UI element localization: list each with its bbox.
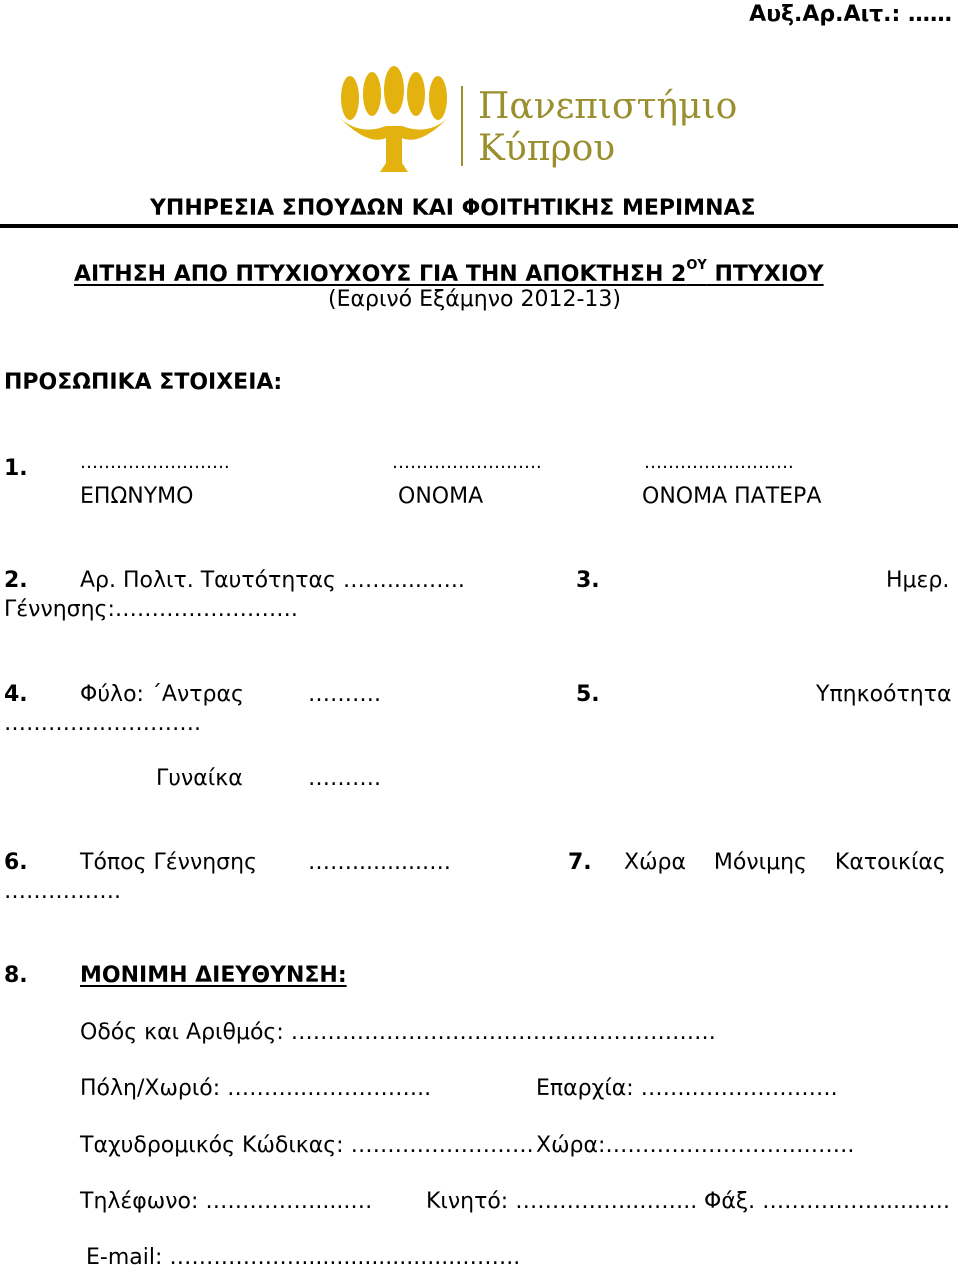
cypress-tree-icon xyxy=(328,68,738,172)
phone-field[interactable]: Τηλέφωνο: …………….....… xyxy=(80,1189,373,1214)
divider xyxy=(0,224,958,228)
field-1-number: 1. xyxy=(4,456,28,481)
gender-male-input[interactable]: ………. xyxy=(308,682,381,707)
citizenship-label: Υπηκοότητα xyxy=(816,682,952,707)
mobile-field[interactable]: Κινητό: ……………..…….. xyxy=(426,1189,698,1214)
birth-date-field[interactable]: Γέννησης:……………………. xyxy=(4,597,298,622)
surname-label: ΕΠΩΝΥΜΟ xyxy=(80,484,194,509)
gender-male-label: Φύλο: ΄Αντρας xyxy=(80,682,244,707)
field-5-number: 5. xyxy=(576,682,600,707)
gender-female-input[interactable]: ………. xyxy=(308,766,381,791)
birth-place-input[interactable]: ……..........…. xyxy=(308,850,451,875)
district-field[interactable]: Επαρχία: ……..………………. xyxy=(536,1076,838,1101)
field-2-number: 2. xyxy=(4,568,28,593)
birth-date-label: Ημερ. xyxy=(886,568,950,593)
reference-number: Αυξ.Αρ.Αιτ.: …… xyxy=(749,2,952,27)
city-field[interactable]: Πόλη/Χωριό: ………..…………….. xyxy=(80,1076,432,1101)
field-7-number: 7. xyxy=(568,850,592,875)
permanent-address-title: ΜΟΝΙΜΗ ΔΙΕΥΘΥΝΣΗ: xyxy=(80,963,347,988)
form-title-sup: ΟΥ xyxy=(686,258,707,273)
street-field[interactable]: Οδός και Αριθμός: …………………………………………………. xyxy=(80,1020,716,1045)
form-title-text: ΑΙΤΗΣΗ ΑΠΟ ΠΤΥΧΙΟΥΧΟΥΣ ΓΙΑ ΤΗΝ ΑΠΟΚΤΗΣΗ 2 xyxy=(74,262,687,287)
gender-female-label: Γυναίκα xyxy=(156,766,243,791)
name-label: ΟΝΟΜΑ xyxy=(398,484,484,509)
id-number-field[interactable]: Αρ. Πολιτ. Ταυτότητας ……......….. xyxy=(80,568,465,593)
semester: (Εαρινό Εξάμηνο 2012-13) xyxy=(328,287,621,312)
birth-place-label: Τόπος Γέννησης xyxy=(80,850,257,875)
residence-country-input[interactable]: ……………. xyxy=(4,879,121,904)
email-field[interactable]: E-mail: ……………….......................…….. xyxy=(86,1245,521,1270)
section-title: ΠΡΟΣΩΠΙΚΑ ΣΤΟΙΧΕΙΑ: xyxy=(4,370,283,395)
surname-input[interactable]: ……………………. xyxy=(80,452,230,473)
postcode-field[interactable]: Ταχυδρομικός Κώδικας: ……………………. xyxy=(80,1133,534,1158)
form-title xyxy=(74,258,824,287)
svg-text:Κύπρου: Κύπρου xyxy=(478,128,616,169)
citizenship-input[interactable]: …………..…………. xyxy=(4,711,201,736)
country-field[interactable]: Χώρα:……………………………. xyxy=(536,1133,855,1158)
field-4-number: 4. xyxy=(4,682,28,707)
father-name-label: ΟΝΟΜΑ ΠΑΤΕΡΑ xyxy=(642,484,822,509)
service-title: ΥΠΗΡΕΣΙΑ ΣΠΟΥΔΩΝ ΚΑΙ ΦΟΙΤΗΤΙΚΗΣ ΜΕΡΙΜΝΑΣ xyxy=(150,196,756,221)
residence-country-label: Χώρα Μόνιμης Κατοικίας xyxy=(624,850,946,875)
name-input[interactable]: ……………………. xyxy=(392,452,542,473)
form-title-end: ΠΤΥΧΙΟΥ xyxy=(706,262,824,287)
father-name-input[interactable]: ……………………. xyxy=(644,452,794,473)
fax-field[interactable]: Φάξ. …………….......…. xyxy=(704,1189,951,1214)
field-3-number: 3. xyxy=(576,568,600,593)
field-8-number: 8. xyxy=(4,963,28,988)
university-logo xyxy=(328,68,738,172)
field-6-number: 6. xyxy=(4,850,28,875)
svg-text:Πανεπιστήμιο: Πανεπιστήμιο xyxy=(478,86,738,127)
